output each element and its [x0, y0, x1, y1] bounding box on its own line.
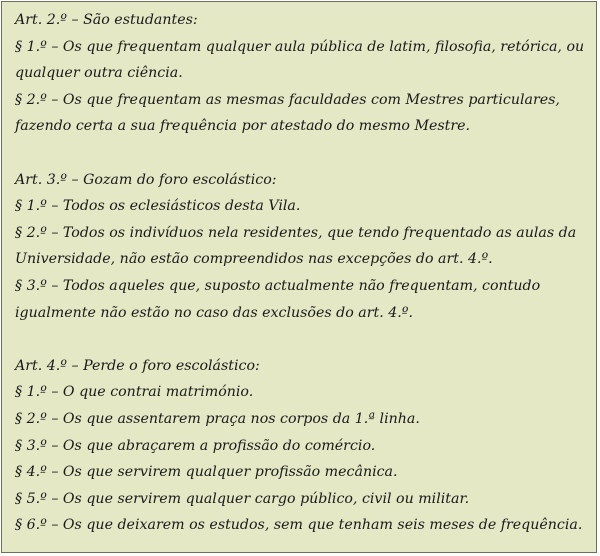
article-2-line-3: § 2.º – Os que frequentam as mesmas faculdades com Mestres particulares, [15, 91, 560, 108]
article-3-line-1: § 1.º – Todos os eclesiásticos desta Vila. [15, 198, 301, 215]
article-4-line-3: § 3.º – Os que abraçarem a profissão do comércio. [15, 437, 376, 454]
section-gap [15, 140, 596, 167]
article-4-line-4: § 4.º – Os que servirem qualquer profissão mecânica. [15, 464, 398, 481]
article-3-line-2: § 2.º – Todos os indivíduos nela residentes, que tendo frequentado as aulas da [15, 224, 577, 241]
article-2-line-2: qualquer outra ciência. [15, 65, 183, 82]
article-4-line-6: § 6.º – Os que deixarem os estudos, sem que tenham seis meses de frequência. [15, 517, 583, 534]
article-2-line-1: § 1.º – Os que frequentam qualquer aula pública de latim, filosofia, retórica, ou [15, 38, 585, 55]
article-4-line-1: § 1.º – O que contrai matrimónio. [15, 384, 254, 401]
article-2-heading: Art. 2.º – São estudantes: [15, 12, 198, 28]
article-3-line-3: Universidade, não estão compreendidos nas excepções do art. 4.º. [15, 251, 493, 268]
article-4-heading: Art. 4.º – Perde o foro escolástico: [15, 357, 260, 374]
legal-text-box [1, 1, 597, 553]
article-4-line-5: § 5.º – Os que servirem qualquer cargo público, civil ou militar. [15, 490, 470, 507]
article-3-line-5: igualmente não estão no caso das exclusões do art. 4.º. [15, 304, 413, 321]
article-3-heading: Art. 3.º – Gozam do foro escolástico: [15, 171, 277, 188]
article-3-line-4: § 3.º – Todos aqueles que, suposto actualmente não frequentam, contudo [15, 277, 541, 294]
article-4-line-2: § 2.º – Os que assentarem praça nos corpos da 1.ª linha. [15, 410, 420, 427]
section-gap [15, 326, 596, 353]
article-2-line-4: fazendo certa a sua frequência por atestado do mesmo Mestre. [15, 118, 471, 135]
